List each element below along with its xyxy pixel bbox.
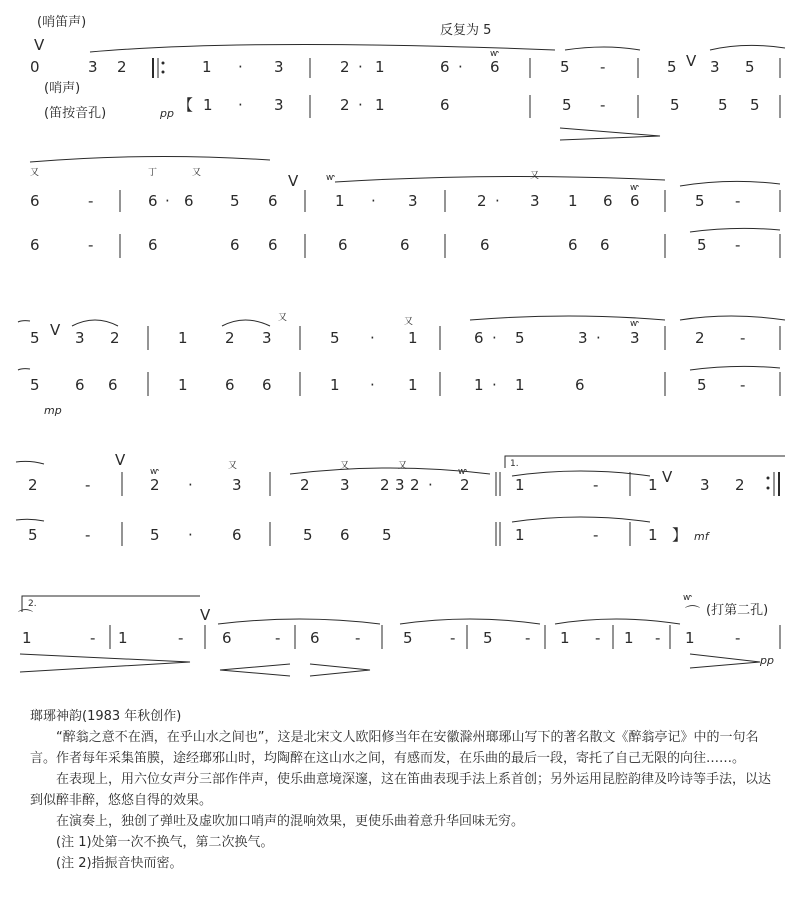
- svg-text:3: 3: [530, 192, 540, 210]
- svg-text:5: 5: [382, 526, 392, 544]
- svg-text:又: 又: [278, 313, 288, 323]
- staff-row-1-top: [30, 36, 785, 78]
- svg-text:5: 5: [30, 329, 40, 347]
- svg-text:-: -: [735, 236, 741, 254]
- svg-text:1: 1: [648, 526, 658, 544]
- svg-text:·: ·: [188, 476, 193, 494]
- svg-text:丁: 丁: [148, 168, 158, 178]
- svg-text:-: -: [525, 629, 531, 647]
- svg-text:-: -: [735, 629, 741, 647]
- svg-text:】: 】: [672, 526, 688, 544]
- svg-text:2: 2: [735, 476, 745, 494]
- svg-text:3: 3: [274, 96, 284, 114]
- svg-text:6: 6: [148, 192, 158, 210]
- dynamic-mp: mp: [44, 404, 62, 417]
- dynamic-pp-end: pp: [760, 654, 774, 667]
- svg-text:2: 2: [460, 476, 470, 494]
- svg-text:-: -: [600, 58, 606, 76]
- second-ending-mark: 2.: [28, 599, 37, 609]
- svg-text:1: 1: [408, 376, 418, 394]
- svg-text:3: 3: [630, 329, 640, 347]
- svg-text:5: 5: [670, 96, 680, 114]
- svg-text:2: 2: [695, 329, 705, 347]
- svg-text:ⱳ: ⱳ: [630, 319, 639, 329]
- svg-text:-: -: [85, 476, 91, 494]
- svg-text:-: -: [450, 629, 456, 647]
- svg-text:V: V: [662, 468, 673, 486]
- svg-text:1: 1: [202, 58, 212, 76]
- svg-text:-: -: [355, 629, 361, 647]
- dynamic-pp: pp: [160, 107, 174, 120]
- staff-row-3-bottom: [18, 366, 780, 417]
- svg-text:5: 5: [28, 526, 38, 544]
- svg-text:5: 5: [483, 629, 493, 647]
- svg-text:6: 6: [490, 58, 500, 76]
- svg-text:5: 5: [30, 376, 40, 394]
- svg-text:2: 2: [28, 476, 38, 494]
- svg-text:6: 6: [400, 236, 410, 254]
- svg-text:-: -: [85, 526, 91, 544]
- svg-text:2: 2: [410, 476, 420, 494]
- svg-text:·: ·: [495, 192, 500, 210]
- svg-text:6: 6: [440, 58, 450, 76]
- svg-text:5: 5: [697, 376, 707, 394]
- svg-text:·: ·: [458, 58, 463, 76]
- svg-text:6: 6: [184, 192, 194, 210]
- svg-text:-: -: [88, 192, 94, 210]
- svg-text:1: 1: [330, 376, 340, 394]
- svg-text:6: 6: [148, 236, 158, 254]
- svg-text:1: 1: [515, 526, 525, 544]
- svg-text:6: 6: [568, 236, 578, 254]
- finger-hole-label: (笛按音孔): [44, 106, 107, 121]
- svg-text:5: 5: [303, 526, 313, 544]
- svg-text:5: 5: [718, 96, 728, 114]
- svg-text:6: 6: [230, 236, 240, 254]
- svg-text:-: -: [88, 236, 94, 254]
- svg-text:6: 6: [630, 192, 640, 210]
- svg-text:5: 5: [330, 329, 340, 347]
- svg-text:V: V: [200, 606, 211, 624]
- svg-text:⌒: ⌒: [18, 608, 34, 626]
- svg-text:·: ·: [358, 96, 363, 114]
- article-note: (注 1)处第一次不换气，第二次换气。: [56, 835, 274, 850]
- svg-text:5: 5: [403, 629, 413, 647]
- svg-text:3: 3: [700, 476, 710, 494]
- svg-text:6: 6: [603, 192, 613, 210]
- svg-text:1: 1: [375, 58, 385, 76]
- article-paragraph: “醉翁之意不在酒，在乎山水之间也”，这是北宋文人欧阳修当年在安徽滁州瑯琊山写下的著名散文《醉翁亭记》中的一句名言。作者每年采集笛膜，途经瑯邪山时，均陶醉在这山水之间，有感而发，在乐曲的最后一段，寄托了自己无限的向往……。: [30, 730, 759, 766]
- staff-row-2-top: [30, 156, 780, 212]
- svg-text:0: 0: [30, 58, 40, 76]
- svg-text:ⱳ: ⱳ: [458, 467, 467, 477]
- whistle2-label: (哨声): [44, 81, 81, 96]
- svg-text:6: 6: [222, 629, 232, 647]
- svg-text:3: 3: [88, 58, 98, 76]
- svg-text:又: 又: [530, 171, 540, 181]
- svg-text:-: -: [600, 96, 606, 114]
- svg-text:·: ·: [238, 96, 243, 114]
- svg-text:2: 2: [340, 96, 350, 114]
- svg-text:6: 6: [268, 236, 278, 254]
- svg-text:·: ·: [370, 329, 375, 347]
- svg-text:5: 5: [515, 329, 525, 347]
- svg-text:·: ·: [492, 329, 497, 347]
- svg-text:5: 5: [562, 96, 572, 114]
- svg-text:·: ·: [371, 192, 376, 210]
- svg-text:6: 6: [262, 376, 272, 394]
- svg-text:·: ·: [238, 58, 243, 76]
- svg-text:6: 6: [440, 96, 450, 114]
- svg-text:⌒: ⌒: [685, 604, 701, 622]
- svg-text:3: 3: [340, 476, 350, 494]
- svg-text:6: 6: [75, 376, 85, 394]
- svg-text:1: 1: [22, 629, 32, 647]
- svg-text:6: 6: [108, 376, 118, 394]
- svg-text:1: 1: [624, 629, 634, 647]
- svg-text:V: V: [34, 36, 45, 54]
- svg-text:又: 又: [192, 168, 202, 178]
- svg-text:3: 3: [262, 329, 272, 347]
- svg-text:2: 2: [300, 476, 310, 494]
- svg-text:6: 6: [30, 236, 40, 254]
- svg-text:ⱳ: ⱳ: [150, 467, 159, 477]
- svg-text:又: 又: [340, 461, 350, 471]
- svg-text:-: -: [275, 629, 281, 647]
- svg-text:6: 6: [575, 376, 585, 394]
- svg-text:又: 又: [228, 461, 238, 471]
- svg-text:1: 1: [375, 96, 385, 114]
- svg-text:1: 1: [515, 476, 525, 494]
- svg-text:·: ·: [188, 526, 193, 544]
- svg-text:1: 1: [335, 192, 345, 210]
- article-note: (注 2)指振音快而密。: [56, 856, 183, 871]
- svg-text:1: 1: [515, 376, 525, 394]
- svg-text:5: 5: [150, 526, 160, 544]
- svg-text:1: 1: [203, 96, 213, 114]
- svg-text:V: V: [115, 451, 126, 469]
- svg-text:5: 5: [745, 58, 755, 76]
- svg-text:-: -: [740, 329, 746, 347]
- svg-text:ⱳ: ⱳ: [630, 183, 639, 193]
- svg-text:2: 2: [477, 192, 487, 210]
- svg-text:3: 3: [274, 58, 284, 76]
- svg-text:-: -: [593, 526, 599, 544]
- svg-text:6: 6: [310, 629, 320, 647]
- svg-text:-: -: [595, 629, 601, 647]
- article-paragraph: 在表现上，用六位女声分三部作伴声，使乐曲意境深邃，这在笛曲表现手法上系首创；另外运用昆腔韵律及吟诗等手法，以达到似醉非醉，悠悠自得的效果。: [30, 772, 772, 808]
- svg-text:5: 5: [697, 236, 707, 254]
- svg-text:1: 1: [685, 629, 695, 647]
- svg-text:1: 1: [178, 329, 188, 347]
- whistle-label: (哨笛声): [37, 15, 87, 30]
- svg-text:·: ·: [370, 376, 375, 394]
- svg-text:3: 3: [75, 329, 85, 347]
- repeat-note-label: 反复为 5: [440, 23, 492, 38]
- svg-text:-: -: [178, 629, 184, 647]
- svg-text:3: 3: [710, 58, 720, 76]
- svg-text:6: 6: [480, 236, 490, 254]
- svg-text:5: 5: [750, 96, 760, 114]
- svg-text:1: 1: [178, 376, 188, 394]
- svg-text:-: -: [655, 629, 661, 647]
- svg-text:-: -: [90, 629, 96, 647]
- dynamic-mf: mf: [694, 530, 709, 543]
- article-paragraph: 在演奏上，独创了弹吐及虚吹加口哨声的混响效果，更使乐曲着意升华回味无穷。: [56, 814, 525, 829]
- svg-text:又: 又: [398, 461, 408, 471]
- svg-text:6: 6: [338, 236, 348, 254]
- strike-hole-label: (打第二孔): [706, 603, 769, 618]
- svg-text:·: ·: [492, 376, 497, 394]
- svg-text:2: 2: [225, 329, 235, 347]
- svg-text:6: 6: [232, 526, 242, 544]
- svg-text:5: 5: [230, 192, 240, 210]
- svg-text:1: 1: [118, 629, 128, 647]
- svg-text:5: 5: [695, 192, 705, 210]
- svg-text:6: 6: [474, 329, 484, 347]
- svg-text:V: V: [686, 52, 697, 70]
- staff-row-4-bottom: [16, 517, 711, 546]
- staff-row-4-top: [16, 451, 785, 496]
- svg-text:2: 2: [117, 58, 127, 76]
- svg-text:·: ·: [358, 58, 363, 76]
- svg-text:【: 【: [178, 96, 194, 114]
- svg-text:2: 2: [380, 476, 390, 494]
- svg-text:6: 6: [30, 192, 40, 210]
- svg-text:6: 6: [225, 376, 235, 394]
- staff-row-1-bottom: [178, 95, 780, 140]
- first-ending-mark: 1.: [510, 459, 519, 469]
- svg-text:·: ·: [428, 476, 433, 494]
- svg-text:6: 6: [600, 236, 610, 254]
- staff-row-5: [18, 593, 780, 676]
- svg-text:3: 3: [395, 476, 405, 494]
- svg-text:-: -: [593, 476, 599, 494]
- svg-text:ⱳ: ⱳ: [326, 173, 335, 183]
- article-title: 瑯琊神韵(1983 年秋创作): [30, 709, 182, 724]
- svg-text:又: 又: [30, 168, 40, 178]
- svg-text:2: 2: [340, 58, 350, 76]
- svg-text:V: V: [288, 172, 299, 190]
- svg-text:6: 6: [340, 526, 350, 544]
- svg-text:1: 1: [648, 476, 658, 494]
- svg-text:-: -: [735, 192, 741, 210]
- svg-text:1: 1: [408, 329, 418, 347]
- svg-text:又: 又: [404, 317, 414, 327]
- svg-text:3: 3: [408, 192, 418, 210]
- svg-text:ⱳ: ⱳ: [683, 593, 692, 603]
- svg-text:3: 3: [578, 329, 588, 347]
- svg-text:2: 2: [150, 476, 160, 494]
- svg-text:V: V: [50, 321, 61, 339]
- svg-text:3: 3: [232, 476, 242, 494]
- svg-text:5: 5: [667, 58, 677, 76]
- svg-text:2: 2: [110, 329, 120, 347]
- svg-text:5: 5: [560, 58, 570, 76]
- svg-text:6: 6: [268, 192, 278, 210]
- svg-text:·: ·: [596, 329, 601, 347]
- staff-row-2-bottom: [30, 228, 780, 258]
- svg-text:1: 1: [560, 629, 570, 647]
- svg-text:1: 1: [568, 192, 578, 210]
- svg-text:·: ·: [165, 192, 170, 210]
- article-text: [30, 706, 780, 874]
- svg-text:1: 1: [474, 376, 484, 394]
- svg-text:ⱳ: ⱳ: [490, 49, 499, 59]
- staff-row-3-top: [18, 312, 785, 350]
- svg-text:-: -: [740, 376, 746, 394]
